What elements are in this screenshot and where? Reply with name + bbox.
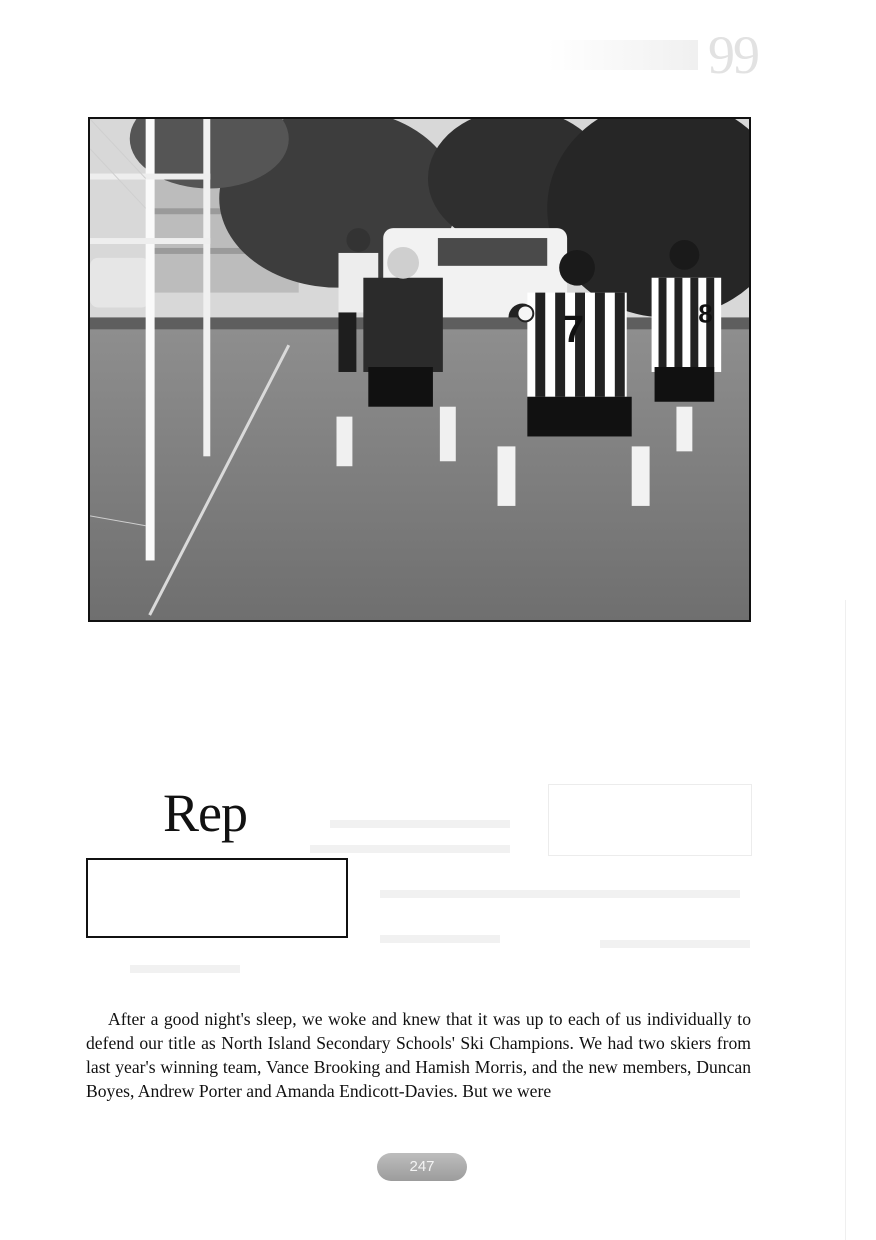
ghost-line <box>130 965 240 973</box>
ghost-line <box>600 940 750 948</box>
article-paragraph: After a good night's sleep, we woke and knew that it was up to each of us individually to defend our title as North Island Secondary Schools' Ski Champions. We had two skiers from last year's winning team, Vance Brooking and Hamish Morris, and the new members, Duncan Boyes, Andrew Porter and Amanda Endicott-Davies. But we were <box>86 1009 751 1101</box>
jersey-number-8: 8 <box>698 300 713 329</box>
ghost-line <box>330 820 510 828</box>
ghost-line <box>380 890 740 898</box>
football-photo-drawing <box>90 119 749 620</box>
page-edge <box>845 600 846 1240</box>
ghost-title <box>604 710 616 763</box>
ghost-line <box>380 935 500 943</box>
jersey-number-7: 7 <box>563 308 585 351</box>
header-year-mark: 99 <box>708 25 758 85</box>
header-fade <box>548 40 698 70</box>
section-title: Rep <box>163 783 247 843</box>
ghost-box <box>548 784 752 856</box>
empty-frame-box <box>86 858 348 938</box>
ghost-line <box>310 845 510 853</box>
football-photo <box>88 117 751 622</box>
page-number-badge: 247 <box>377 1153 467 1181</box>
